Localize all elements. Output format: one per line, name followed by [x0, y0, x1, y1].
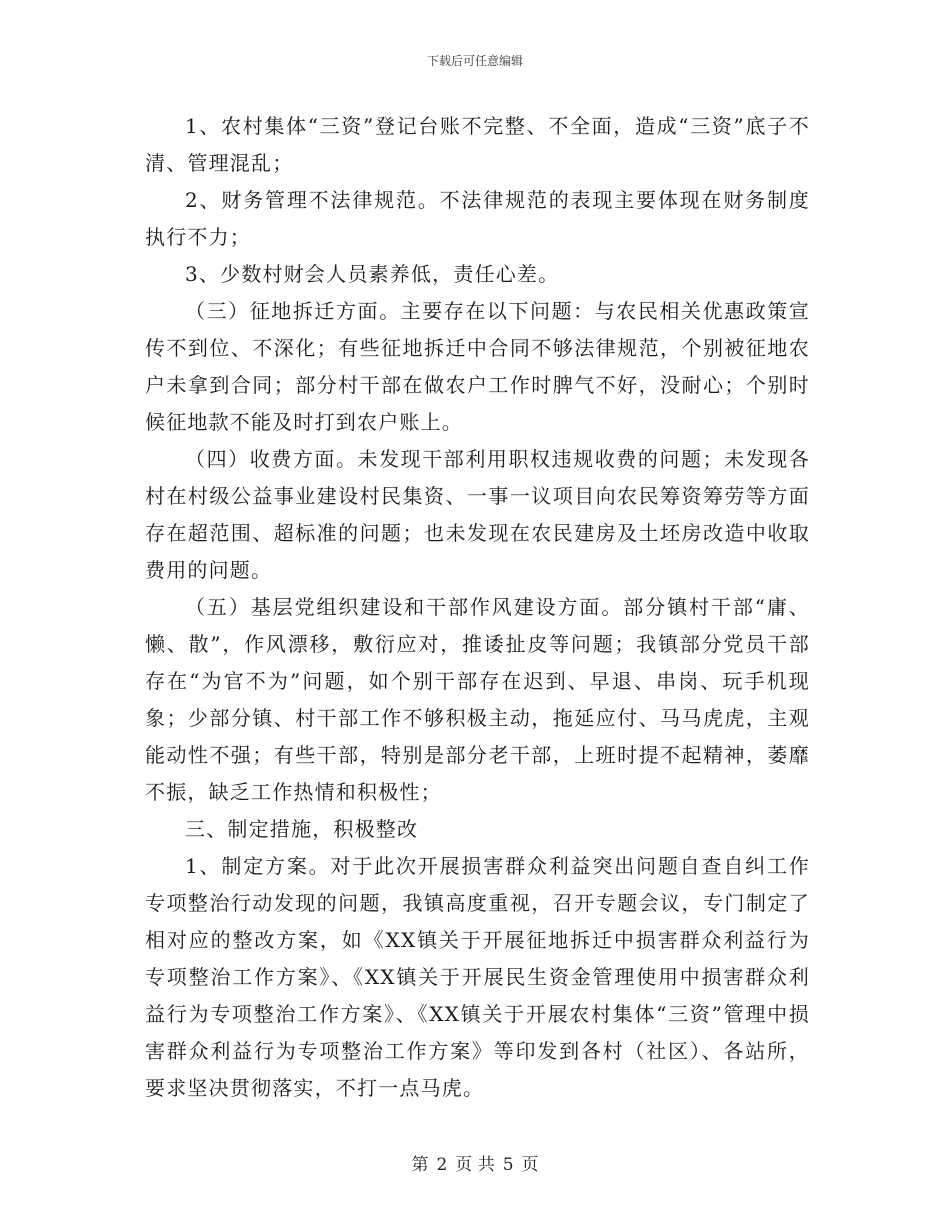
footer-middle: 页 共 [455, 1155, 495, 1175]
paragraph: （四）收费方面。未发现干部利用职权违规收费的问题；未发现各村在村级公益事业建设村民集资、一事一议项目向农民筹资筹劳等方面存在超范围、超标准的问题；也未发现在农民建房及土坯房改造中收取费用的问题。 [145, 447, 810, 582]
paragraph: 3、少数村财会人员素养低，责任心差。 [185, 262, 560, 286]
paragraph: 1、农村集体“三资”登记台账不完整、不全面，造成“三资”底子不清、管理混乱； [145, 114, 810, 175]
total-pages: 5 [502, 1155, 514, 1175]
footer-suffix: 页 [521, 1155, 539, 1175]
paragraph: （三）征地拆迁方面。主要存在以下问题：与农民相关优惠政策宣传不到位、不深化；有些征地拆迁中合同不够法律规范，个别被征地农户未拿到合同；部分村干部在做农户工作时脾气不好，没耐心；个别时候征地款不能及时打到农户账上。 [145, 299, 810, 434]
footer-prefix: 第 [411, 1155, 429, 1175]
page-header: 下载后可任意编辑 [426, 54, 523, 68]
paragraph: 1、制定方案。对于此次开展损害群众利益突出问题自查自纠工作专项整治行动发现的问题，我镇高度重视，召开专题会议，专门制定了相对应的整改方案，如《XX镇关于开展征地拆迁中损害群众利益行为专项整治工作方案》、《XX镇关于开展民生资金管理使用中损害群众利益行为专项整治工作方案》、《XX镇关于开展农村集体“三资”管理中损害群众利益行为专项整治工作方案》等印发到各村（社区）、各站所，要求坚决贯彻落实，不打一点马虎。 [145, 854, 810, 1100]
page-footer [0, 1150, 950, 1175]
document-body [145, 108, 810, 1107]
page-number: 2 [436, 1155, 448, 1175]
section-heading: 三、制定措施，积极整改 [185, 817, 419, 841]
paragraph: 2、财务管理不法律规范。不法律规范的表现主要体现在财务制度执行不力； [145, 188, 810, 249]
paragraph: （五）基层党组织建设和干部作风建设方面。部分镇村干部“庸、懒、散”，作风漂移，敷衍应对，推诿扯皮等问题；我镇部分党员干部存在“为官不为”问题，如个别干部存在迟到、早退、串岗、玩手机现象；少部分镇、村干部工作不够积极主动，拖延应付、马马虎虎，主观能动性不强；有些干部，特别是部分老干部，上班时提不起精神，萎靡不振，缺乏工作热情和积极性； [145, 595, 810, 804]
